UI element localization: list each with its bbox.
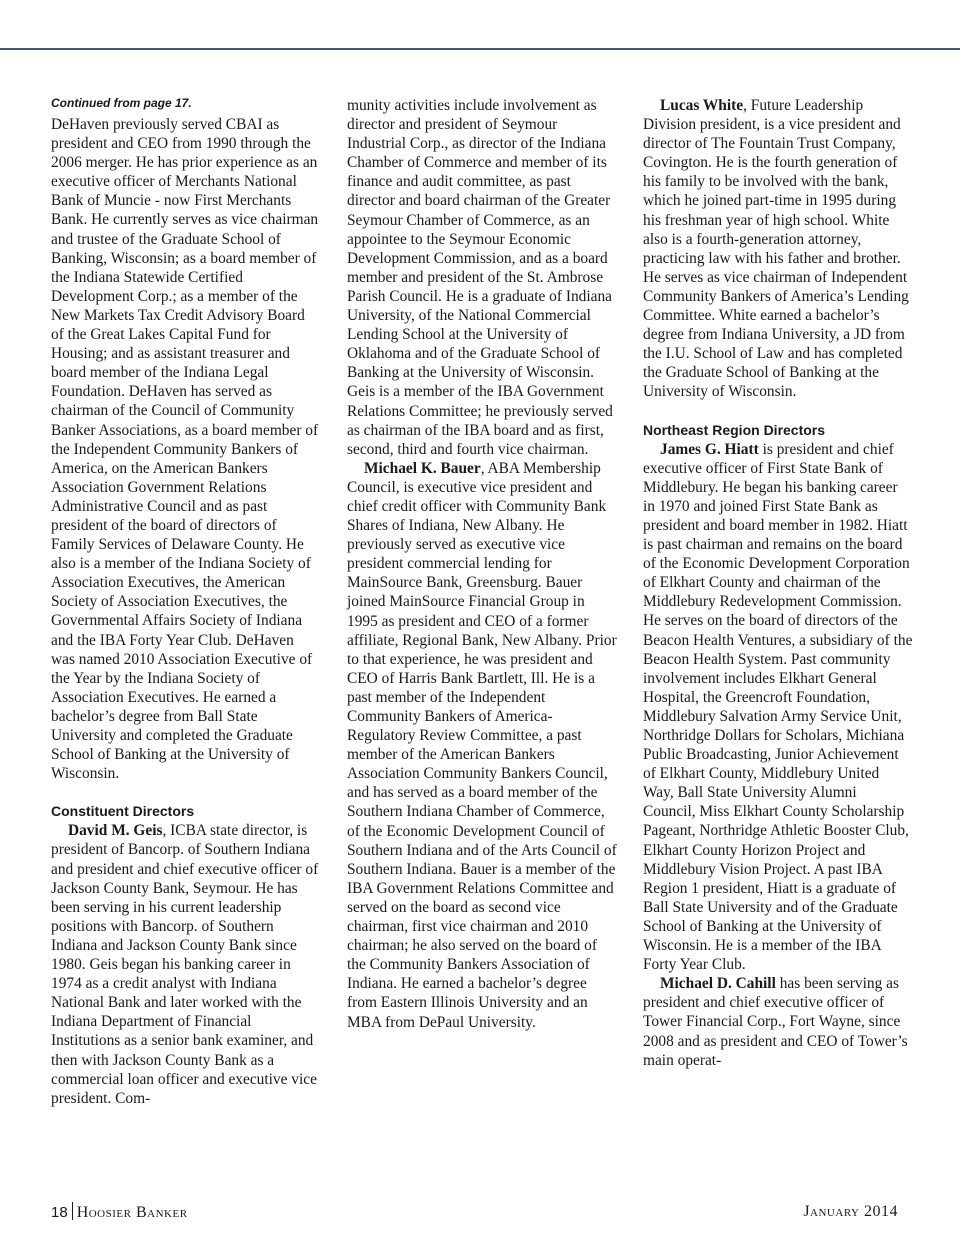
spacer xyxy=(643,402,913,421)
bauer-text: , ABA Membership Council, is executive vice president and chief credit officer with Community Bank Shares of Indiana, New Albany. He previously served as executive vice president commercial lending for MainSource Bank, Greensburg. Bauer joined MainSource Financial Group in 1995 as president and CEO of a former affiliate, Regional Bank, New Albany. Prior to that experience, he was president and CEO of Harris Bank Bartlett, Ill. He is a past member of the Independent Community Bankers of America-Regulatory Review Committee, a past member of the American Bankers Association Community Bankers Council, and has served as a board member of the Southern Indiana Chamber of Commerce, of the Economic Development Council of Southern Indiana and of the Arts Council of Southern Indiana. Bauer is a member of the IBA Government Relations Committee and served on the board as second vice chairman, first vice chairman and 2010 chairman; he also served on the board of the Community Bankers Association of Indiana. He earned a bachelor’s degree from Eastern Illinois University and an MBA from DePaul University. xyxy=(347,459,617,1031)
spacer xyxy=(51,783,321,802)
column-3 xyxy=(643,96,913,1070)
constituent-directors-heading: Constituent Directors xyxy=(51,803,195,820)
hiatt-text: is president and chief executive officer of First State Bank of Middlebury. He began his banking career in 1970 and joined First State Bank as president and board member in 1982. Hiatt is past chairman and remains on the board of the Economic Development Corporation of Elkhart County and chairman of the Middlebury Redevelopment Commission. He serves on the board of directors of the Beacon Health Ventures, a subsidiary of the Beacon Health System. Past community involvement includes Elkhart General Hospital, the Greencroft Foundation, Middlebury Salvation Army Service Unit, Northridge Dollars for Scholars, Michiana Public Broadcasting, Junior Achievement of Elkhart County, Middlebury United Way, Ball State University Alumni Council, Miss Elkhart County Scholarship Pageant, Northridge Athletic Booster Club, Elkhart County Horizon Project and Middlebury Vision Project. A past IBA Region 1 president, Hiatt is a graduate of Ball State University and of the Graduate School of Banking at the University of Wisconsin. He is a member of the IBA Forty Year Club. xyxy=(643,440,913,974)
geis-continued-paragraph: munity activities include involvement as director and president of Seymour Industrial Corp., as director of the Indiana Chamber of Commerce and member of its finance and audit committee, as past director and board chairman of the Greater Seymour Chamber of Commerce, as an appointee to the Seymour Economic Development Commission, and as a board member and president of the St. Ambrose Parish Council. He is a graduate of Indiana University, of the National Commercial Lending School at the University of Oklahoma and of the Graduate School of Banking at the University of Wisconsin. Geis is a member of the IBA Government Relations Committee; he previously served as chairman of the IBA board and as first, second, third and fourth vice chairman. xyxy=(347,97,613,458)
column-2 xyxy=(347,96,619,1032)
bauer-name: Michael K. Bauer xyxy=(364,459,481,477)
footer-divider xyxy=(72,1202,73,1220)
hiatt-name: James G. Hiatt xyxy=(660,440,759,458)
white-paragraph xyxy=(643,96,913,402)
magazine-name: Hoosier Banker xyxy=(76,1204,188,1221)
white-text: , Future Leadership Division president, is a vice president and director of The Fountain Trust Company, Covington. He is the fourth generation of his family to be involved with the bank, which he joined part-time in 1995 during his freshman year of high school. White also is a fourth-generation attorney, practicing law with his father and brother. He serves as vice chairman of Independent Community Bankers of America’s Lending Committee. White earned a bachelor’s degree from Indiana University, a JD from the I.U. School of Law and has completed the Graduate School of Banking at the University of Wisconsin. xyxy=(643,97,909,401)
geis-text: , ICBA state director, is president of Bancorp. of Southern Indiana and president and chief executive officer of Jackson County Bank, Seymour. He has been serving in his current leadership positions with Bancorp. of Southern Indiana and Jackson County Bank since 1980. Geis began his banking career in 1974 as a credit analyst with Indiana National Bank and later worked with the Indiana Department of Financial Institutions as a senior bank examiner, and then with Jackson County Bank as a commercial loan officer and executive vice president. Com- xyxy=(51,822,319,1107)
top-rule xyxy=(0,48,960,50)
continued-note: Continued from page 17. xyxy=(51,96,192,110)
cahill-paragraph xyxy=(643,974,913,1069)
page-number: 18 xyxy=(51,1204,68,1221)
northeast-region-heading: Northeast Region Directors xyxy=(643,421,826,438)
issue-date: January 2014 xyxy=(803,1203,898,1220)
geis-paragraph xyxy=(51,821,321,1107)
cahill-text: has been serving as president and chief executive officer of Tower Financial Corp., Fort Wayne, since 2008 and as president and CEO of Tower’s main operat- xyxy=(643,975,908,1069)
hiatt-paragraph xyxy=(643,440,913,975)
geis-name: David M. Geis xyxy=(68,822,163,840)
dehaven-paragraph: DeHaven previously served CBAI as president and CEO from 1990 through the 2006 merger. He has prior experience as an executive officer of Merchants National Bank of Muncie - now First Merchants Bank. He currently serves as vice chairman and trustee of the Graduate School of Banking, Wisconsin; as a board member of the Indiana Statewide Certified Development Corp.; as a member of the New Markets Tax Credit Advisory Board of the Great Lakes Capital Fund for Housing; and as assistant treasurer and board member of the Indiana Legal Foundation. DeHaven has served as chairman of the Council of Community Banker Associations, as a board member of the Independent Community Bankers of America, on the American Bankers Association Government Relations Administrative Council and as past president of the board of directors of Family Services of Delaware County. He also is a member of the Indiana Society of Association Executives, the American Society of Association Executives, the Governmental Affairs Society of Indiana and the IBA Forty Year Club. DeHaven was named 2010 Association Executive of the Year by the Indiana Society of Association Executives. He earned a bachelor’s degree from Ball State University and completed the Graduate School of Banking at the University of Wisconsin. xyxy=(51,116,319,783)
white-name: Lucas White xyxy=(660,97,744,114)
footer-left xyxy=(51,1202,188,1223)
bauer-paragraph xyxy=(347,459,619,1032)
column-1 xyxy=(51,96,321,1108)
cahill-name: Michael D. Cahill xyxy=(660,975,776,993)
